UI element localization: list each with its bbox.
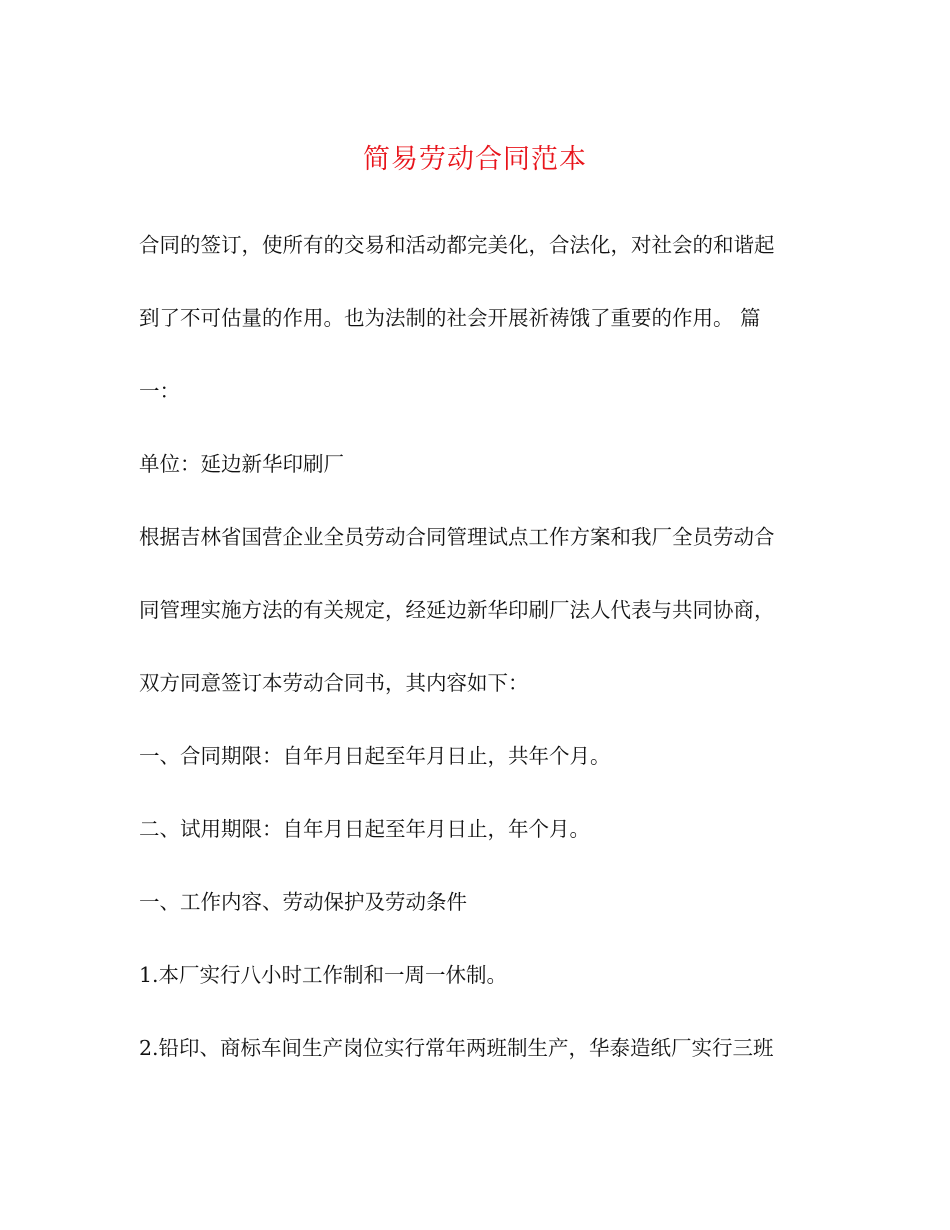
item-1: 1.本厂实行八小时工作制和一周一休制。 xyxy=(139,963,508,987)
clause-contract-term: 一、合同期限：自年月日起至年月日止，共年个月。 xyxy=(139,744,611,768)
body-line-6: 同管理实施方法的有关规定，经延边新华印刷厂法人代表与共同协商， xyxy=(139,598,775,622)
body-line-unit: 单位：延边新华印刷厂 xyxy=(139,452,344,476)
body-line-7: 双方同意签订本劳动合同书，其内容如下： xyxy=(139,671,529,695)
body-line-1: 合同的签订，使所有的交易和活动都完美化，合法化，对社会的和谐起 xyxy=(139,233,775,257)
body-line-5: 根据吉林省国营企业全员劳动合同管理试点工作方案和我厂全员劳动合 xyxy=(139,525,775,549)
clause-probation-term: 二、试用期限：自年月日起至年月日止，年个月。 xyxy=(139,817,590,841)
section-heading-work-content: 一、工作内容、劳动保护及劳动条件 xyxy=(139,890,467,914)
document-body xyxy=(139,225,814,1101)
body-line-3: 一： xyxy=(139,379,180,403)
item-2: 2.铅印、商标车间生产岗位实行常年两班制生产，华泰造纸厂实行三班 xyxy=(139,1036,774,1060)
document-title: 简易劳动合同范本 xyxy=(363,144,587,175)
body-line-2: 到了不可估量的作用。也为法制的社会开展祈祷饿了重要的作用。 篇 xyxy=(139,306,761,330)
